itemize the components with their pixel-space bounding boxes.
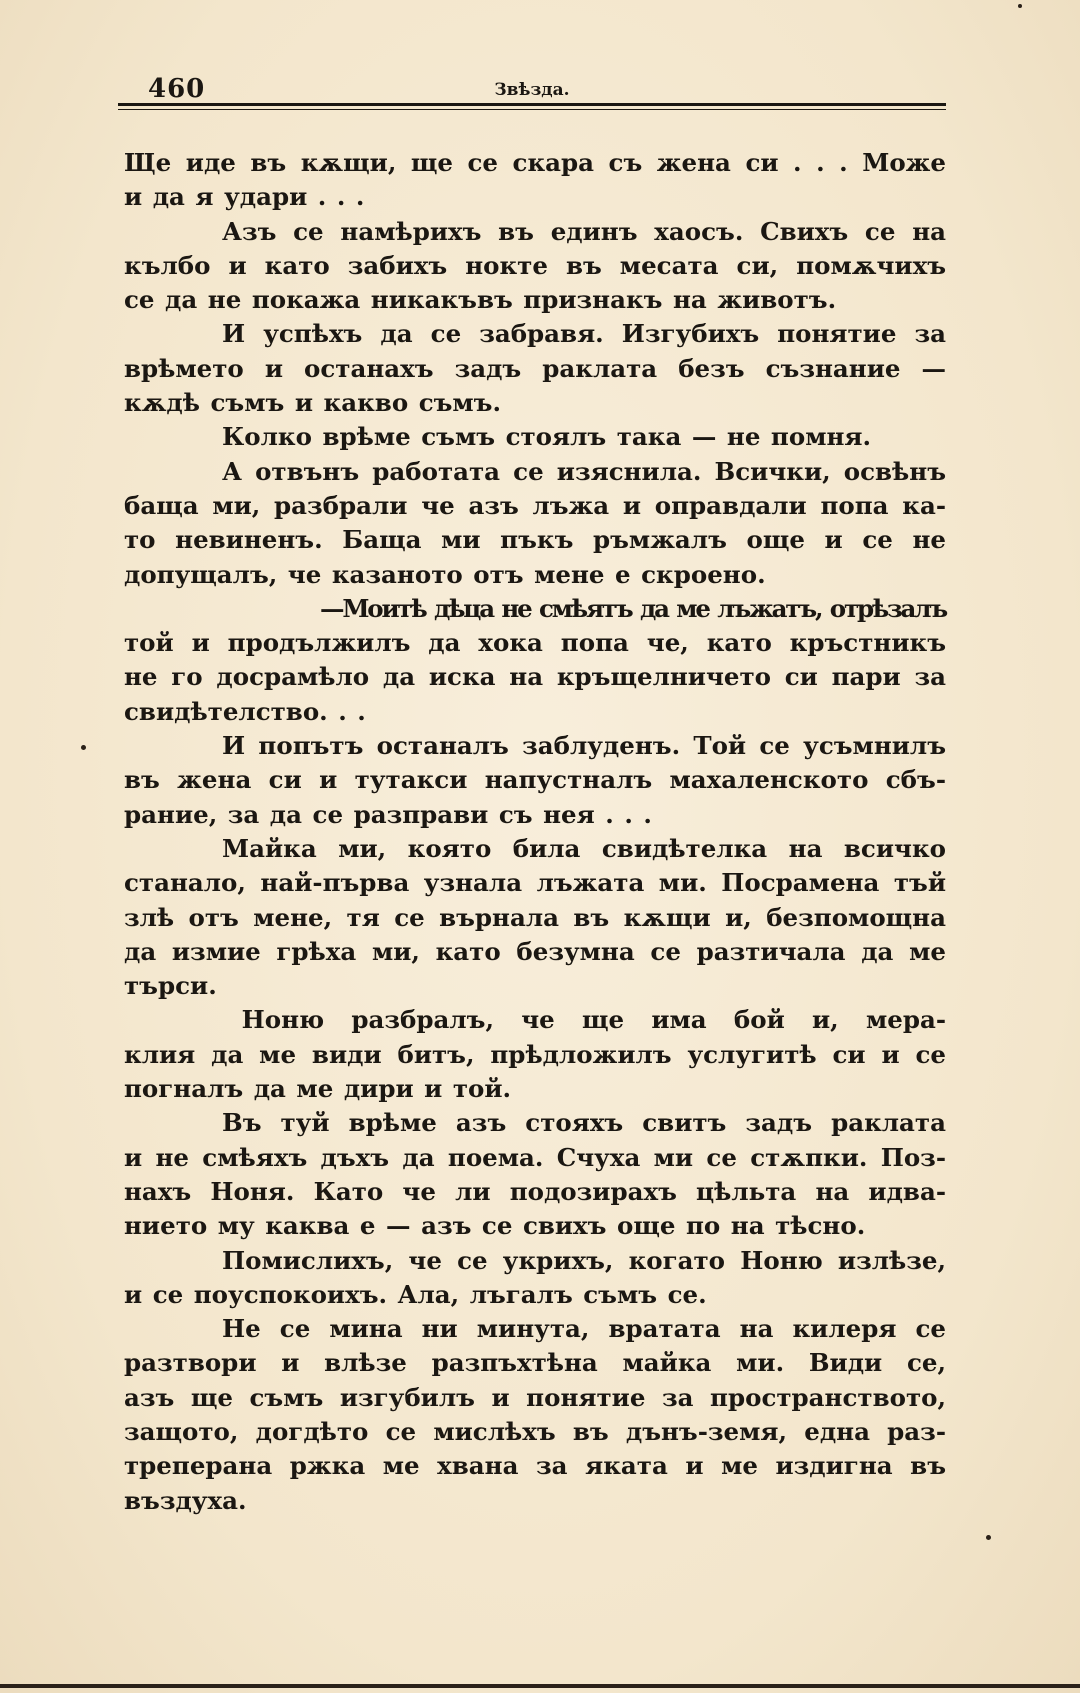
- text-line: нахъ Ноня. Като че ли подозирахъ цѣльта на идва-: [124, 1176, 946, 1206]
- text-line: погналъ да ме дири и той.: [124, 1074, 512, 1104]
- text-line: Ноню разбралъ, че ще има бой и, мера-: [241, 1005, 946, 1035]
- page-header: [118, 70, 946, 104]
- paragraph: [124, 1106, 946, 1243]
- text-line: свидѣтелство. . .: [124, 696, 366, 726]
- text-line: да измие грѣха ми, като безумна се разтичала да ме: [124, 936, 946, 966]
- text-line: Колко врѣме съмъ стоялъ така — не помня.: [222, 422, 872, 452]
- page-bottom-edge: [0, 1684, 1080, 1688]
- paragraph: [124, 1312, 946, 1518]
- text-line: и да я удари . . .: [124, 182, 365, 212]
- text-line: и не смѣяхъ дъхъ да поема. Счуха ми се стѫпки. Поз-: [124, 1142, 946, 1172]
- text-line: кълбо и като забихъ нокте въ месата си, помѫчихъ: [124, 250, 946, 280]
- text-line: А отвънъ работата се изяснила. Всички, освѣнъ: [222, 456, 946, 486]
- text-line: —Моитѣ дѣца не смѣятъ да ме лъжатъ, отрѣзалъ: [320, 593, 946, 623]
- text-line: клия да ме види битъ, прѣдложилъ услугитѣ си и се: [124, 1039, 946, 1069]
- ink-speck: [81, 745, 86, 750]
- text-line: въздуха.: [124, 1485, 247, 1515]
- paragraph: [124, 317, 946, 420]
- text-line: въ жена си и тутакси напустналъ махаленското сбъ-: [124, 765, 946, 795]
- text-line: Азъ се намѣрихъ въ единъ хаосъ. Свихъ се на: [222, 216, 946, 246]
- text-line: нието му каква е — азъ се свихъ още по на тѣсно.: [124, 1211, 866, 1241]
- body-text: [124, 146, 946, 1518]
- text-line: баща ми, разбрали че азъ лъжа и оправдали попа ка-: [124, 490, 946, 520]
- header-rule: [118, 103, 946, 110]
- text-line: злѣ отъ мене, тя се върнала въ кѫщи и, безпомощна: [124, 902, 946, 932]
- text-line: Майка ми, която била свидѣтелка на всичко: [222, 833, 946, 863]
- text-line: допущалъ, че казаното отъ мене е скроено.: [124, 559, 766, 589]
- paragraph: [124, 146, 946, 215]
- text-line: се да не покажа никакъвъ признакъ на животъ.: [124, 285, 837, 315]
- ink-speck: [1018, 4, 1022, 8]
- text-line: станало, най-първа узнала лъжата ми. Посрамена тъй: [124, 868, 946, 898]
- text-line: И попътъ останалъ заблуденъ. Той се усъмнилъ: [222, 731, 946, 761]
- text-line: азъ ще съмъ изгубилъ и понятие за пространството,: [124, 1382, 946, 1412]
- paragraph: [124, 729, 946, 832]
- text-line: търси.: [124, 971, 217, 1001]
- paragraph: [124, 1244, 946, 1313]
- running-title: Звѣзда.: [494, 80, 570, 100]
- text-line: и се поуспокоихъ. Ала, лъгалъ съмъ се.: [124, 1279, 707, 1309]
- paragraph: [124, 215, 946, 318]
- text-line: защото, догдѣто се мислѣхъ въ дънъ-земя, една раз-: [124, 1416, 946, 1446]
- text-line: не го досрамѣло да иска на кръщелничето си пари за: [124, 662, 946, 692]
- text-line: разтвори и влѣзе разпъхтѣна майка ми. Види се,: [124, 1348, 946, 1378]
- text-line: врѣмето и останахъ задъ раклата безъ съзнание —: [124, 353, 946, 383]
- page-number: 460: [148, 74, 206, 104]
- paragraph: [124, 1003, 946, 1106]
- text-line: то невиненъ. Баща ми пъкъ ръмжалъ още и се не: [124, 525, 946, 555]
- ink-speck: [986, 1535, 991, 1540]
- text-line: Въ туй врѣме азъ стояхъ свитъ задъ раклата: [222, 1108, 946, 1138]
- text-line: Помислихъ, че се укрихъ, когато Ноню излѣзе,: [222, 1245, 946, 1275]
- text-line: кѫдѣ съмъ и какво съмъ.: [124, 388, 502, 418]
- paragraph: [124, 420, 946, 454]
- text-line: Не се мина ни минута, вратата на килеря се: [222, 1314, 946, 1344]
- text-line: рание, за да се разправи съ нея . . .: [124, 799, 652, 829]
- text-line: И успѣхъ да се забравя. Изгубихъ понятие за: [222, 319, 946, 349]
- paragraph: [124, 592, 946, 729]
- paragraph: [124, 455, 946, 592]
- text-line: той и продължилъ да хока попа че, като кръстникъ: [124, 628, 946, 658]
- text-line: треперана ржка ме хвана за яката и ме издигна въ: [124, 1451, 946, 1481]
- paragraph: [124, 832, 946, 1003]
- text-line: Ще иде въ кѫщи, ще се скара съ жена си . . . Може: [124, 148, 946, 177]
